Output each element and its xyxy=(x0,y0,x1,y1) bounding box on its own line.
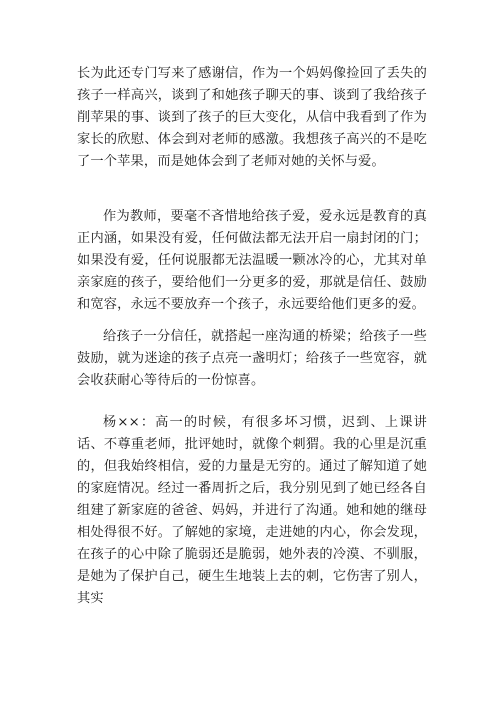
paragraph-teacher-love: 作为教师，要毫不吝惜地给孩子爱，爱永远是教育的真正内涵，如果没有爱，任何做法都无法开启一扇封闭的门；如果没有爱，任何说服都无法温暖一颗冰冷的心，尤其对单亲家庭的孩子，要给他们一分更多的爱，那就是信任、鼓励和宽容，永远不要放弃一个孩子，永远要给他们更多的爱。 xyxy=(77,209,427,312)
paragraph-letter-of-thanks: 长为此还专门写来了感谢信，作为一个妈妈像捡回了丢失的孩子一样高兴，谈到了和她孩子聊天的事、谈到了我给孩子削苹果的事、谈到了孩子的巨大变化，从信中我看到了作为家长的欣慰、体会到对老师的感激。我想孩子高兴的不是吃了一个苹果，而是她体会到了老师对她的关怀与爱。 xyxy=(77,66,427,169)
paragraph-trust-encouragement: 给孩子一分信任，就搭起一座沟通的桥梁；给孩子一些鼓励，就为迷途的孩子点亮一盏明灯；给孩子一些宽容，就会收获耐心等待后的一份惊喜。 xyxy=(77,329,427,388)
paragraph-student-case: 杨××：高一的时候，有很多坏习惯，迟到、上课讲话、不尊重老师，批评她时，就像个刺猬。我的心里是沉重的，但我始终相信，爱的力量是无穷的。通过了解知道了她的家庭情况。经过一番周折之后，我分别见到了她已经各自组建了新家庭的爸爸、妈妈，并进行了沟通。她和她的继母相处得很不好。了解她的家境，走进她的内心，你会发现，在孩子的心中除了脆弱还是脆弱，她外表的冷漠、不驯服，是她为了保护自己，硬生生地装上去的刺，它伤害了别人，其实 xyxy=(77,415,427,606)
